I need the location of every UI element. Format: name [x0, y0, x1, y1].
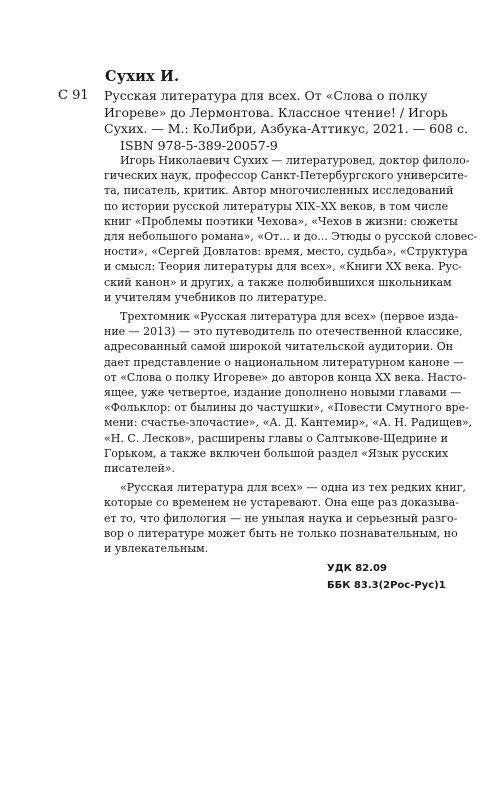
entry-line: Русская литература для всех. От «Слова о полку	[104, 88, 428, 103]
annotation-line: писателей».	[104, 462, 176, 476]
author-heading: Сухих И.	[105, 68, 180, 85]
annotation-line: та, писатель, критик. Автор многочисленных исследований	[104, 184, 454, 198]
annotation-line: вор о литературе может быть не только познавательным, но	[104, 526, 458, 540]
classification-code: С 91	[58, 88, 89, 103]
annotation-line: которые со временем не устаревают. Она еще раз доказыва-	[104, 496, 459, 510]
classification-indices	[327, 560, 477, 594]
annotation-line: «Фольклор: от былины до частушки», «Повести Смутного вре-	[104, 401, 469, 415]
annotation-line: Трехтомник «Русская литература для всех» (первое изда-	[120, 310, 459, 324]
annotation-line: ет то, что филология — не унылая наука и серьезный разго-	[104, 511, 458, 525]
annotation-line: «Русская литература для всех» — одна из тех редких книг,	[120, 481, 466, 495]
annotation-line: ящее, уже четвертое, издание дополнено новыми главами —	[104, 386, 462, 400]
udk-index: УДК 82.09	[327, 563, 387, 574]
annotation-line: для небольшого романа», «От... и до... Этюды о русской словес-	[104, 230, 478, 244]
entry-line: Сухих. — М.: КоЛибри, Азбука-Аттикус, 2021. — 608 с.	[104, 121, 468, 137]
annotation-line: и увлекательным.	[104, 542, 209, 556]
annotation-line: книг «Проблемы поэтики Чехова», «Чехов в жизни: сюжеты	[104, 214, 458, 228]
annotation-line: Горьком, а также включен большой раздел «Язык русских	[104, 446, 449, 460]
annotation-line: Игорь Николаевич Сухих — литературовед, доктор филоло-	[120, 154, 470, 167]
annotation-line: по истории русской литературы XIX–XX веков, в том числе	[104, 199, 449, 213]
annotation-line: мени: счастье-злочастие», «А. Д. Кантемир», «А. Н. Радищев»,	[104, 416, 473, 430]
annotation-line: адресованный самой широкой читательской аудитории. Он	[104, 340, 454, 354]
annotation-line: и учителям учебников по литературе.	[104, 290, 327, 304]
annotation-line: «Н. С. Лесков», расширены главы о Салтыкове-Щедрине и	[104, 431, 448, 445]
annotation	[104, 153, 478, 556]
bibliographic-entry	[104, 88, 468, 154]
annotation-line: ности», «Сергей Довлатов: время, место, судьба», «Структура	[104, 245, 468, 259]
annotation-line: ние — 2013) — это путеводитель по отечественной классике,	[104, 325, 463, 339]
bbk-index: ББК 83.3(2Рос-Рус)1	[327, 580, 446, 591]
annotation-line: и смысл: Теория литературы для всех», «Книги XX века. Рус-	[104, 260, 462, 274]
annotation-line: от «Слова о полку Игореве» до авторов конца XX века. Насто-	[104, 370, 467, 384]
annotation-line: гических наук, профессор Санкт-Петербургского университе-	[104, 169, 468, 183]
entry-line: Игореве» до Лермонтова. Классное чтение! / Игорь	[104, 104, 448, 120]
annotation-line: ский канон» и других, а также полюбившихся школьникам	[104, 275, 452, 289]
annotation-line: дает представление о национальном литературном каноне —	[104, 355, 464, 369]
isbn: ISBN 978-5-389-20057-9	[120, 137, 278, 153]
